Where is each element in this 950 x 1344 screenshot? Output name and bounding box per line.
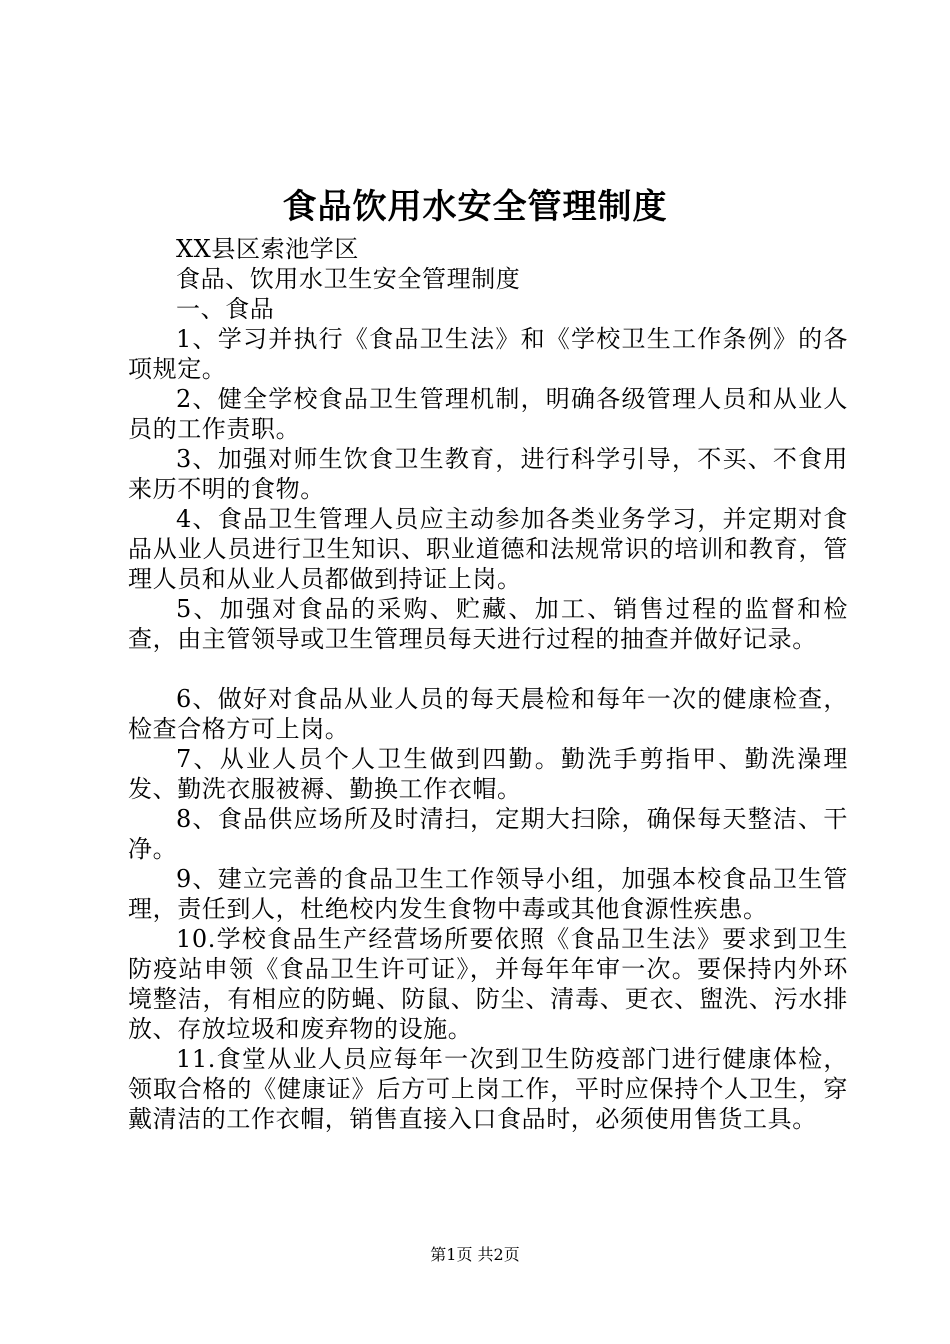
paragraph-item-7: 7、从业人员个人卫生做到四勤。勤洗手剪指甲、勤洗澡理发、勤洗衣服被褥、勤换工作衣帽。 bbox=[128, 745, 848, 803]
paragraph-item-3: 3、加强对师生饮食卫生教育，进行科学引导，不买、不食用来历不明的食物。 bbox=[128, 445, 848, 503]
paragraph-subtitle: 食品、饮用水卫生安全管理制度 bbox=[176, 265, 521, 293]
paragraph-section-heading: 一、食品 bbox=[176, 295, 275, 323]
paragraph-item-11: 11.食堂从业人员应每年一次到卫生防疫部门进行健康体检，领取合格的《健康证》后方可上岗工作，平时应保持个人卫生，穿戴清洁的工作衣帽，销售直接入口食品时，必须使用售货工具。 bbox=[128, 1045, 848, 1133]
paragraph-item-6: 6、做好对食品从业人员的每天晨检和每年一次的健康检查，检查合格方可上岗。 bbox=[128, 685, 848, 743]
paragraph-item-8: 8、食品供应场所及时清扫，定期大扫除，确保每天整洁、干净。 bbox=[128, 805, 848, 863]
paragraph-item-2: 2、健全学校食品卫生管理机制，明确各级管理人员和从业人员的工作责职。 bbox=[128, 385, 848, 443]
paragraph-item-9: 9、建立完善的食品卫生工作领导小组，加强本校食品卫生管理，责任到人，杜绝校内发生食物中毒或其他食源性疾患。 bbox=[128, 865, 848, 923]
document-title: 食品饮用水安全管理制度 bbox=[282, 187, 668, 227]
paragraph-item-10: 10.学校食品生产经营场所要依照《食品卫生法》要求到卫生防疫站申领《食品卫生许可证》，并每年年审一次。要保持内外环境整洁，有相应的防蝇、防鼠、防尘、清毒、更衣、盥洗、污水排放、存放垃圾和废弃物的设施。 bbox=[128, 925, 848, 1043]
paragraph-item-5: 5、加强对食品的采购、贮藏、加工、销售过程的监督和检查，由主管领导或卫生管理员每天进行过程的抽查并做好记录。 bbox=[128, 595, 848, 653]
paragraph-item-4: 4、食品卫生管理人员应主动参加各类业务学习，并定期对食品从业人员进行卫生知识、职业道德和法规常识的培训和教育，管理人员和从业人员都做到持证上岗。 bbox=[128, 505, 848, 593]
document-body bbox=[128, 234, 848, 1134]
paragraph-district: XX县区索池学区 bbox=[176, 235, 359, 263]
paragraph-item-1: 1、学习并执行《食品卫生法》和《学校卫生工作条例》的各项规定。 bbox=[128, 325, 848, 383]
page-number-footer: 第1页 共2页 bbox=[430, 1245, 520, 1264]
